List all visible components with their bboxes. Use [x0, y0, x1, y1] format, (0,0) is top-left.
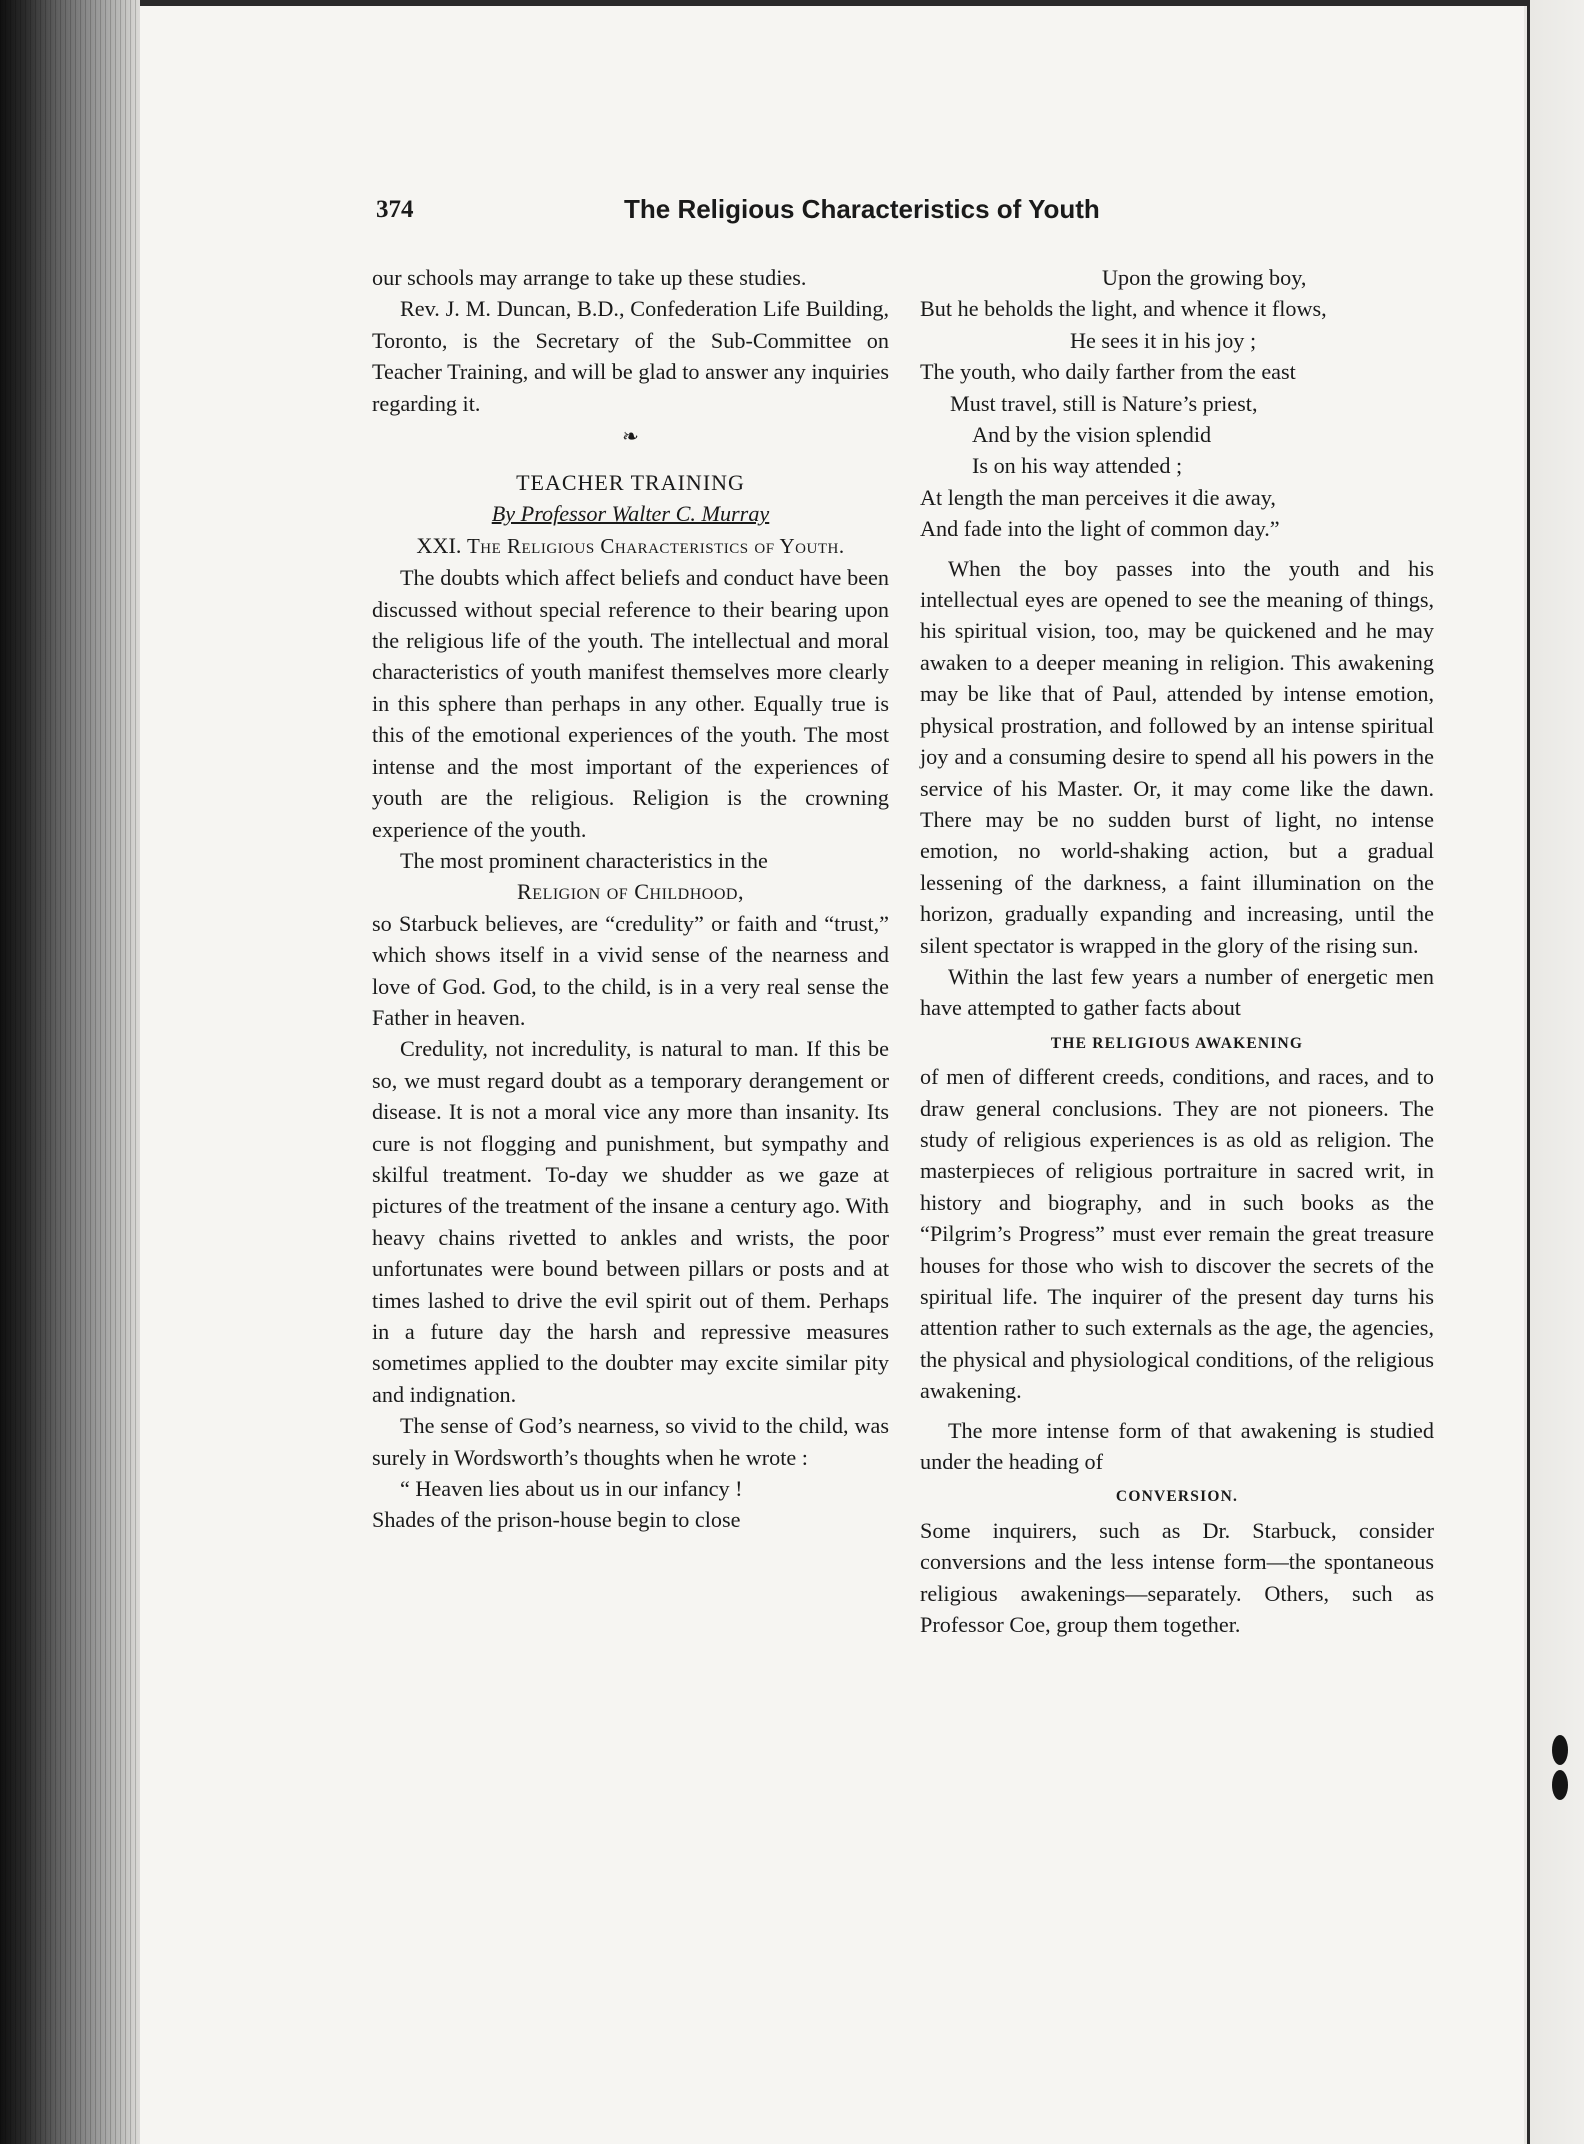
paragraph: The more intense form of that awakening is studied under the heading of [920, 1417, 1434, 1475]
page-border-line [1527, 0, 1530, 2144]
paragraph: When the boy passes into the youth and his intellectual eyes are opened to see the meaning of things, his spiritual vision, too, may be quickened and he may awaken to a deeper meaning in religion. This awakening may be like that of Paul, attended by intense emotion, physical prostration, and followed by an intense spiritual joy and a consuming desire to spend all his powers in the service of his Master. Or, it may come like the dawn. There may be no sudden burst of light, no intense emotion, no world-shaking action, but a gradual lessening of the darkness, a faint illumination on the horizon, gradually expanding and increasing, until the silent spectator is wrapped in the glory of the rising sun. [920, 555, 1434, 958]
left-column [372, 262, 889, 1536]
subheading: Religion of Childhood, [517, 879, 744, 905]
byline-line [372, 498, 889, 529]
paragraph: of men of different creeds, conditions, and races, and to draw general conclusions. They are not pioneers. The study of religious experiences is as old as religion. The masterpieces of religious portraiture in sacred writ, in history and biography, and in such books as the “Pilgrim’s Progress” must ever remain the great treasure houses for those who wish to discover the secrets of the spiritual life. The inquirer of the present day turns his attention rather to such externals as the age, the agencies, the physical and physiological conditions, of the religious awakening. [920, 1064, 1434, 1404]
poem-line: But he beholds the light, and whence it flows, [920, 296, 1327, 322]
paragraph: Credulity, not incredulity, is natural to man. If this be so, we must regard doubt as a temporary derangement or disease. It is not a moral vice any more than insanity. Its cure is not flogging and punishment, but sympathy and skilful treatment. To-day we shudder as we gaze at pictures of the treatment of the insane a century ago. With heavy chains rivetted to ankles and wrists, the poor unfortunates were bound between pillars or posts and at times lashed to drive the evil spirit out of them. Perhaps in a future day the harsh and repressive measures sometimes applied to the doubter may excite similar pity and indignation. [372, 1036, 889, 1407]
poem-line: The youth, who daily farther from the east [920, 359, 1296, 385]
poem-line: He sees it in his joy ; [1070, 327, 1257, 353]
paragraph: Within the last few years a number of energetic men have attempted to gather facts about [920, 963, 1434, 1021]
paragraph: The doubts which affect beliefs and conduct have been discussed without special reference to their bearing upon the religious life of the youth. The intellectual and moral characteristics of youth manifest themselves more clearly in this sphere than perhaps in any other. Equally true is this of the emotional experiences of the youth. The most intense and the most important of the experiences of youth are the religious. Religion is the crowning experience of the youth. [372, 565, 889, 842]
poem-line: At length the man perceives it die away, [920, 484, 1276, 510]
paragraph: Some inquirers, such as Dr. Starbuck, consider conversions and the less intense form—the spontaneous religious awakenings—separately. Others, such as Professor Coe, group them together. [920, 1517, 1434, 1638]
lecture-title: The Religious Characteristics of Youth. [466, 533, 845, 558]
poem-line: Is on his way attended ; [972, 453, 1183, 479]
page-number: 374 [376, 196, 414, 223]
ornament-icon: ❧ [622, 426, 639, 449]
byline: By Professor Walter C. Murray [491, 501, 770, 527]
poem [920, 262, 1434, 545]
poem-line: And fade into the light of common day.” [920, 516, 1280, 542]
book-page-edges [0, 0, 140, 2144]
binding-hole-icon [1552, 1735, 1568, 1765]
subheading: THE RELIGIOUS AWAKENING [1050, 1034, 1304, 1052]
paragraph: Rev. J. M. Duncan, B.D., Confederation Life Building, Toronto, is the Secretary of the Sub-Committee on Teacher Training, and will be glad to answer any inquiries regarding it. [372, 296, 889, 416]
poem-line: Must travel, still is Nature’s priest, [950, 390, 1258, 416]
right-margin [1524, 0, 1584, 2144]
poem-line: “ Heaven lies about us in our infancy ! [400, 1476, 743, 1502]
binding-holes [1552, 1735, 1584, 1805]
poem-line: Shades of the prison-house begin to close [372, 1507, 741, 1533]
paragraph: The most prominent characteristics in the [400, 847, 768, 873]
page-header [376, 196, 1196, 236]
top-border [140, 0, 1530, 6]
binding-hole-icon [1552, 1770, 1568, 1800]
running-title: The Religious Characteristics of Youth [624, 194, 1100, 224]
lecture-heading [372, 530, 889, 562]
poem-line: And by the vision splendid [972, 422, 1212, 448]
paragraph: The sense of God’s nearness, so vivid to the child, was surely in Wordsworth’s thoughts when he wrote : [372, 1413, 889, 1470]
poem-line: Upon the growing boy, [1102, 265, 1307, 290]
paragraph: so Starbuck believes, are “credulity” or faith and “trust,” which shows itself in a vivid sense of the nearness and love of God. God, to the child, is in a very real sense the Father in heaven. [372, 910, 889, 1030]
paragraph: our schools may arrange to take up these studies. [372, 265, 807, 290]
lecture-number: XXI. [416, 532, 462, 558]
subheading: CONVERSION. [1115, 1488, 1239, 1506]
right-column [920, 262, 1434, 1640]
section-title: TEACHER TRAINING [516, 470, 745, 496]
